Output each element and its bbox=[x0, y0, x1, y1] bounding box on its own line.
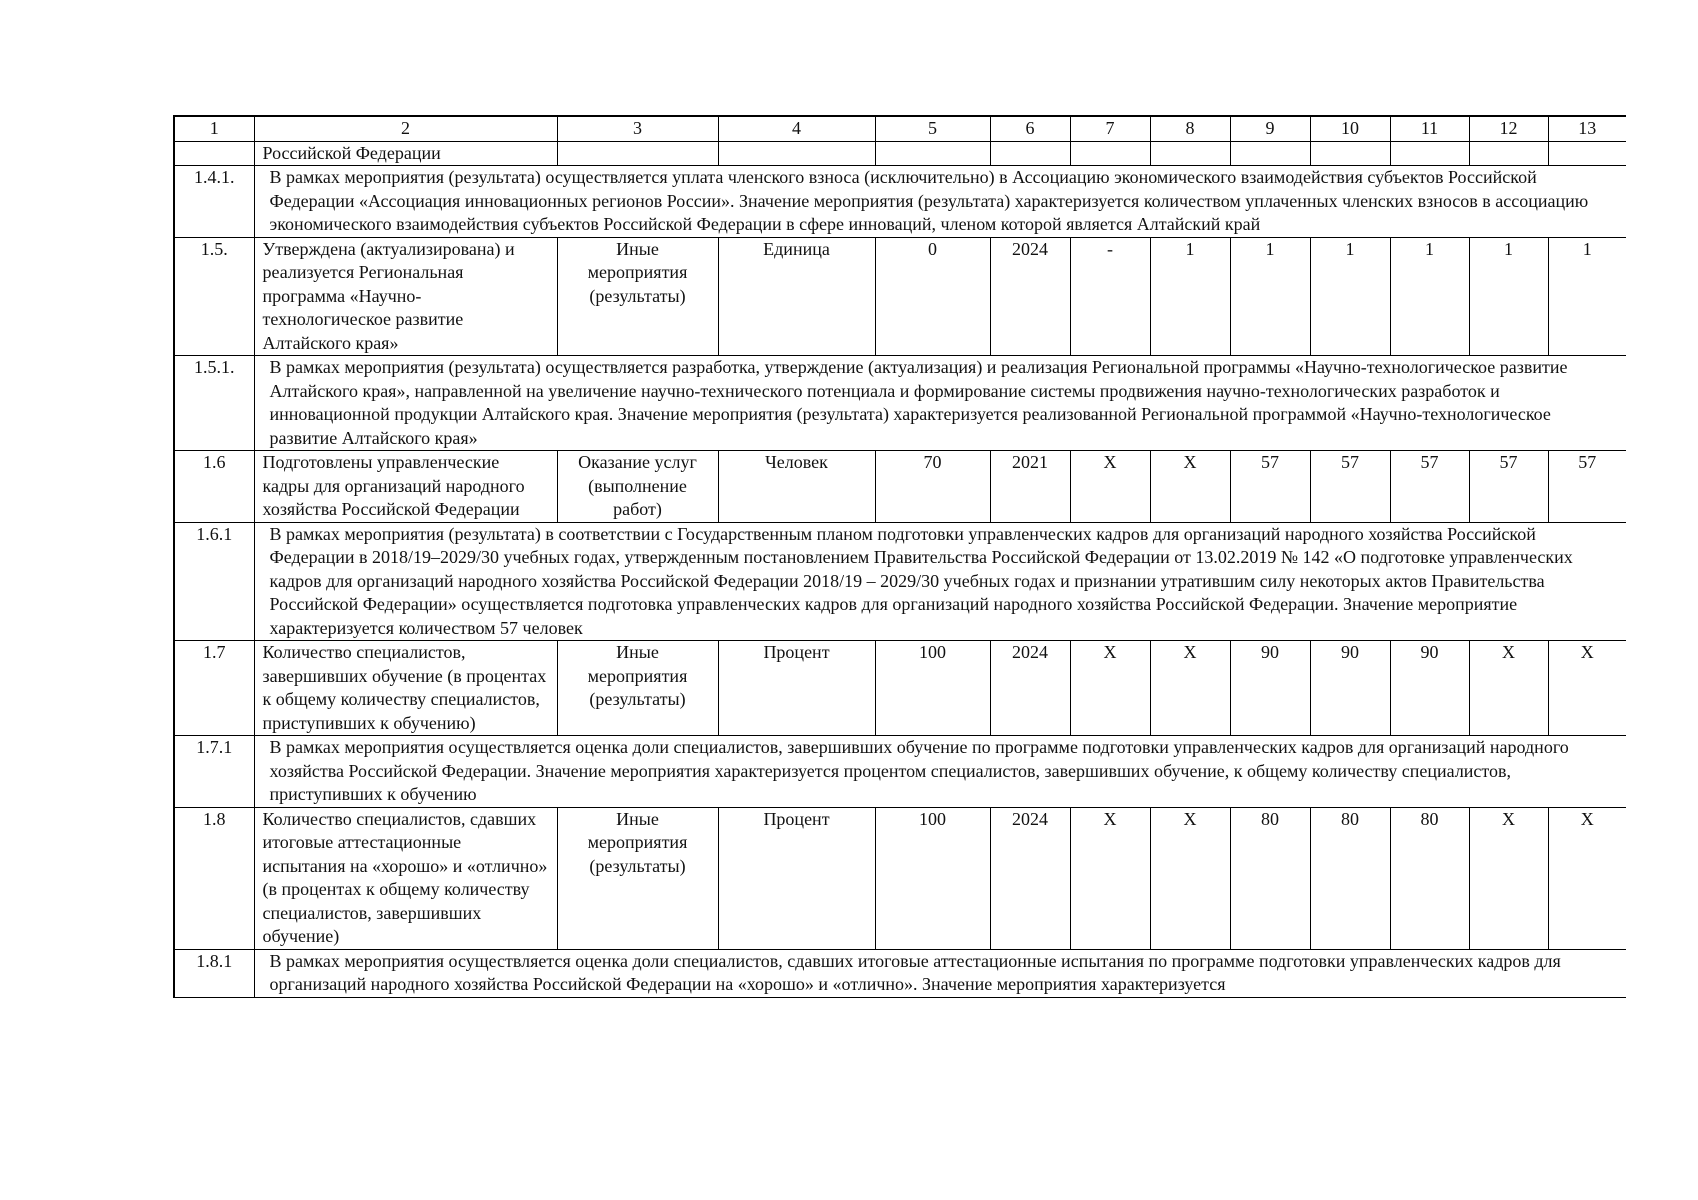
description-row bbox=[174, 949, 1626, 997]
year-value: Х bbox=[1150, 451, 1230, 523]
table-row bbox=[174, 641, 1626, 736]
header-cell: 11 bbox=[1390, 116, 1469, 141]
year-value: 57 bbox=[1230, 451, 1310, 523]
base-year bbox=[990, 141, 1070, 166]
result-name: Российской Федерации bbox=[254, 141, 557, 166]
header-cell: 9 bbox=[1230, 116, 1310, 141]
header-cell: 2 bbox=[254, 116, 557, 141]
description-text: В рамках мероприятия (результата) осуществляется уплата членского взноса (исключительно) в Ассоциацию экономического взаимодействия субъектов Российской Федерации «Ассоциация инновационных регионов России». Значение мероприятия (результата) характеризуется количеством уплаченных членских взносов в ассоциацию экономического взаимодействия субъектов Российской Федерации в сфере инноваций, членом которой является Алтайский край bbox=[254, 166, 1626, 238]
year-value bbox=[1310, 141, 1390, 166]
result-name: Количество специалистов, сдавших итоговые аттестационные испытания на «хорошо» и «отлично» (в процентах к общему количеству специалистов, завершивших обучение) bbox=[254, 807, 557, 949]
year-value bbox=[1070, 141, 1150, 166]
result-type: Иные мероприятия (результаты) bbox=[557, 641, 718, 736]
year-value: 90 bbox=[1390, 641, 1469, 736]
unit: Процент bbox=[718, 807, 875, 949]
year-value: 90 bbox=[1230, 641, 1310, 736]
row-number: 1.7 bbox=[174, 641, 254, 736]
year-value: Х bbox=[1150, 641, 1230, 736]
document-page bbox=[173, 115, 1626, 1087]
base-value: 70 bbox=[875, 451, 990, 523]
header-cell: 10 bbox=[1310, 116, 1390, 141]
description-text: В рамках мероприятия (результата) в соответствии с Государственным планом подготовки управленческих кадров для организаций народного хозяйства Российской Федерации в 2018/19–2029/30 учебных годах, утвержденным постановлением Правительства Российской Федерации от 13.02.2019 № 142 «О подготовке управленческих кадров для организаций народного хозяйства Российской Федерации 2018/19 – 2029/30 учебных годах и признании утратившим силу некоторых актов Правительства Российской Федерации» осуществляется подготовка управленческих кадров для организаций народного хозяйства Российской Федерации. Значение мероприятие характеризуется количеством 57 человек bbox=[254, 522, 1626, 641]
year-value: 57 bbox=[1310, 451, 1390, 523]
year-value: 57 bbox=[1469, 451, 1548, 523]
year-value: 1 bbox=[1230, 237, 1310, 356]
year-value: Х bbox=[1070, 451, 1150, 523]
header-cell: 1 bbox=[174, 116, 254, 141]
header-cell: 12 bbox=[1469, 116, 1548, 141]
year-value: 90 bbox=[1310, 641, 1390, 736]
description-text: В рамках мероприятия осуществляется оценка доли специалистов, завершивших обучение по программе подготовки управленческих кадров для организаций народного хозяйства Российской Федерации. Значение мероприятия характеризуется процентом специалистов, завершивших обучение, к общему количеству специалистов, приступивших к обучению bbox=[254, 736, 1626, 808]
year-value: 80 bbox=[1390, 807, 1469, 949]
result-type: Иные мероприятия (результаты) bbox=[557, 807, 718, 949]
base-year: 2021 bbox=[990, 451, 1070, 523]
year-value: 1 bbox=[1469, 237, 1548, 356]
row-number: 1.5.1. bbox=[174, 356, 254, 451]
table-row bbox=[174, 141, 1626, 166]
year-value: Х bbox=[1070, 641, 1150, 736]
table-header-row bbox=[174, 116, 1626, 141]
table-row bbox=[174, 451, 1626, 523]
unit: Единица bbox=[718, 237, 875, 356]
result-type bbox=[557, 141, 718, 166]
year-value: Х bbox=[1548, 807, 1626, 949]
results-table bbox=[173, 115, 1626, 998]
table-row bbox=[174, 807, 1626, 949]
base-year: 2024 bbox=[990, 641, 1070, 736]
header-cell: 5 bbox=[875, 116, 990, 141]
result-name: Утверждена (актуализирована) и реализуется Региональная программа «Научно-технологическое развитие Алтайского края» bbox=[254, 237, 557, 356]
year-value: - bbox=[1070, 237, 1150, 356]
unit: Человек bbox=[718, 451, 875, 523]
row-number: 1.8.1 bbox=[174, 949, 254, 997]
row-number: 1.6.1 bbox=[174, 522, 254, 641]
header-cell: 13 bbox=[1548, 116, 1626, 141]
unit bbox=[718, 141, 875, 166]
result-name: Подготовлены управленческие кадры для организаций народного хозяйства Российской Федерации bbox=[254, 451, 557, 523]
description-text: В рамках мероприятия осуществляется оценка доли специалистов, сдавших итоговые аттестационные испытания по программе подготовки управленческих кадров для организаций народного хозяйства Российской Федерации на «хорошо» и «отлично». Значение мероприятия характеризуется bbox=[254, 949, 1626, 997]
base-value bbox=[875, 141, 990, 166]
description-text: В рамках мероприятия (результата) осуществляется разработка, утверждение (актуализация) и реализация Региональной программы «Научно-технологическое развитие Алтайского края», направленной на увеличение научно-технического потенциала и формирование системы продвижения научно-технологических разработок и инновационной продукции Алтайского края. Значение мероприятия (результата) характеризуется реализованной Региональной программой «Научно-технологическое развитие Алтайского края» bbox=[254, 356, 1626, 451]
year-value: 57 bbox=[1548, 451, 1626, 523]
header-cell: 8 bbox=[1150, 116, 1230, 141]
description-row bbox=[174, 166, 1626, 238]
base-year: 2024 bbox=[990, 237, 1070, 356]
year-value: Х bbox=[1469, 807, 1548, 949]
year-value: 80 bbox=[1230, 807, 1310, 949]
row-number bbox=[174, 141, 254, 166]
base-year: 2024 bbox=[990, 807, 1070, 949]
description-row bbox=[174, 736, 1626, 808]
year-value bbox=[1390, 141, 1469, 166]
result-type: Иные мероприятия (результаты) bbox=[557, 237, 718, 356]
year-value bbox=[1150, 141, 1230, 166]
year-value: Х bbox=[1150, 807, 1230, 949]
year-value: 80 bbox=[1310, 807, 1390, 949]
year-value: Х bbox=[1469, 641, 1548, 736]
row-number: 1.7.1 bbox=[174, 736, 254, 808]
year-value: Х bbox=[1548, 641, 1626, 736]
table-row bbox=[174, 237, 1626, 356]
row-number: 1.8 bbox=[174, 807, 254, 949]
year-value bbox=[1548, 141, 1626, 166]
year-value: 1 bbox=[1390, 237, 1469, 356]
header-cell: 6 bbox=[990, 116, 1070, 141]
row-number: 1.6 bbox=[174, 451, 254, 523]
year-value: Х bbox=[1070, 807, 1150, 949]
result-type: Оказание услуг (выполнение работ) bbox=[557, 451, 718, 523]
description-row bbox=[174, 522, 1626, 641]
description-row bbox=[174, 356, 1626, 451]
base-value: 100 bbox=[875, 641, 990, 736]
unit: Процент bbox=[718, 641, 875, 736]
year-value bbox=[1469, 141, 1548, 166]
result-name: Количество специалистов, завершивших обучение (в процентах к общему количеству специалистов, приступивших к обучению) bbox=[254, 641, 557, 736]
header-cell: 7 bbox=[1070, 116, 1150, 141]
header-cell: 3 bbox=[557, 116, 718, 141]
year-value: 57 bbox=[1390, 451, 1469, 523]
row-number: 1.4.1. bbox=[174, 166, 254, 238]
year-value: 1 bbox=[1548, 237, 1626, 356]
year-value bbox=[1230, 141, 1310, 166]
year-value: 1 bbox=[1310, 237, 1390, 356]
base-value: 100 bbox=[875, 807, 990, 949]
year-value: 1 bbox=[1150, 237, 1230, 356]
base-value: 0 bbox=[875, 237, 990, 356]
header-cell: 4 bbox=[718, 116, 875, 141]
row-number: 1.5. bbox=[174, 237, 254, 356]
